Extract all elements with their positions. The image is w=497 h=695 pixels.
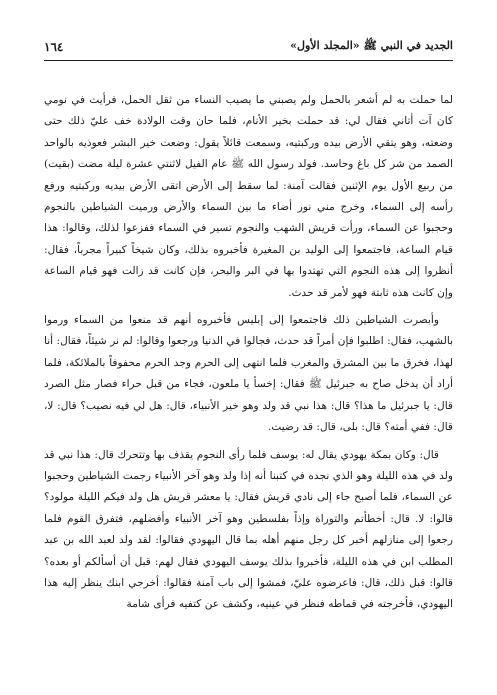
page-number: ١٦٤ [44, 40, 64, 54]
paragraph-3: قال: وكان بمكة يهودي يقال له: يوسف فلما رأى النجوم يقذف بها وتتحرك قال: هذا نبي قد ولد في هذه الليلة وهو الذي نجده في كتبنا أنه إذا ولد وهو آخر الأنبياء رجمت الشياطين وحجبوا عن السماء، فلما أصبح جاء إلى نادي قريش فقال: يا معشر قريش هل ولد فيكم الليلة مولود؟ قالوا: لا. قال: أخطأتم والتوراة وإذاً بفلسطين وهو آخر الأنبياء وأفضلهم، فتفرق القوم فلما رجعوا إلى منازلهم أخبر كل رجل منهم أهله بما قال اليهودي فقالوا: لقد ولد لعبد الله بن عبد المطلب ابن في هذه الليلة، فأخبروا بذلك يوسف اليهودي فقال لهم: قبل أن أسألكم أو بعده؟ قالوا: قبل ذلك، قال: فاعرضوه عليّ، فمشوا إلى باب آمنة فقالوا: أخرجي ابنك ينظر إليه هذا اليهودي، فأخرجته في قماطه فنظر في عينيه، وكشف عن كتفيه فرأى شامة [44, 448, 453, 611]
page-body [44, 90, 453, 622]
running-header [44, 36, 453, 58]
paragraph-2: وأبصرت الشياطين ذلك فاجتمعوا إلى إبليس فأخبروه أنهم قد منعوا من السماء ورموا بالشهب، فقال: اطلبوا فإن أمراً قد حدث، فجالوا في الدنيا ورجعوا وقالوا: لم نر شيئاً، فقال: أنا لهذا، فخرق ما بين المشرق والمغرب فلما انتهى إلى الحرم وجد الحرم محفوفاً بالملائكة، فلما أراد أن يدخل صاح به جبرئيل ﷺ فقال: إخسأ يا ملعون، فجاء من قبل حراء فصار مثل الصرد قال: يا جبرئيل ما هذا؟ قال: هذا نبي قد ولد وهو خير الأنبياء، قال: هل لي فيه نصيب؟ قال: لا، قال: ففي أمته؟ قال: بلى، قال: قد رضيت. [44, 314, 453, 434]
header-rule [44, 60, 453, 61]
book-title: الجديد في النبي ﷺ «المجلد الأول» [290, 39, 453, 52]
paragraph-1: لما حملت به لم أشعر بالحمل ولم يصبني ما يصيب النساء من ثقل الحمل، فرأيت في نومي كان آت أتاني فقال لي: قد حملت بخير الأنام، فلما حان وقت الولادة خف عليّ ذلك حتى وضعته، وهو يتقي الأرض بيده وركبتيه، وسمعت قائلاً يقول: وضعت خير البشر فعوذيه بالواحد الصمد من شر كل باغ وحاسد. فولد رسول الله ﷺ عام الفيل لاثنتي عشرة ليلة مضت (بقيت) من ربيع الأول يوم الإثنين فقالت آمنة: لما سقط إلى الأرض اتقى الأرض بيديه وركبتيه ورفع رأسه إلى السماء، وخرج مني نور أضاء ما بين السماء والأرض ورميت الشياطين بالنجوم وحجبوا عن السماء، ورأت قريش الشهب والنجوم تسير في السماء ففزعوا لذلك، وقالوا: هذا قيام الساعة، فاجتمعوا إلى الوليد بن المغيرة فأخبروه بذلك، وكان شيخاً كبيراً مجرباً، فقال: أنظروا إلى هذه النجوم التي تهتدوا بها في البر والبحر، فإن كانت قد زالت فهو قيام الساعة وإن كانت هذه ثابتة فهو لأمر قد حدث. [44, 94, 453, 299]
